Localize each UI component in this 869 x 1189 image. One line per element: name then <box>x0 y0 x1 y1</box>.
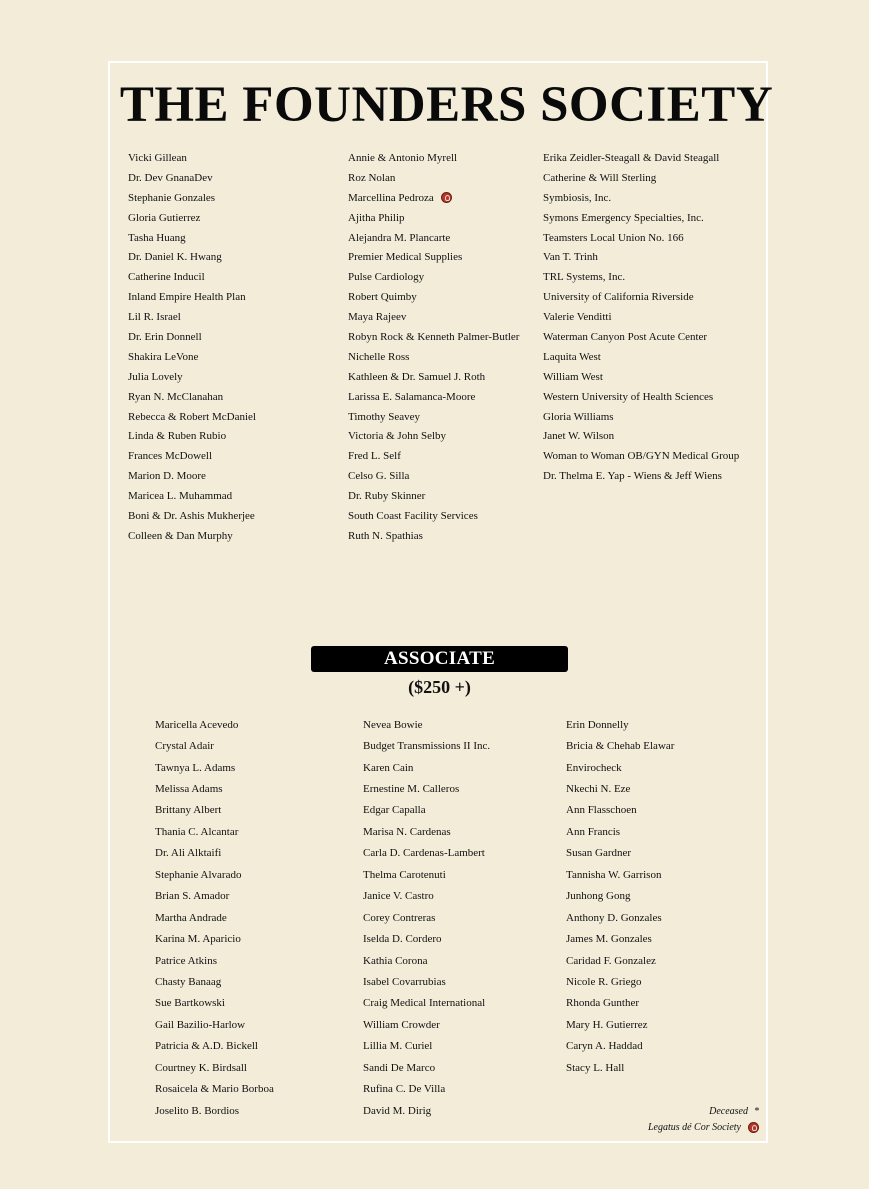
donor-name-text: James M. Gonzales <box>566 933 652 946</box>
donor-name-text: Ruth N. Spathias <box>348 529 423 542</box>
donor-name <box>566 778 674 799</box>
donor-name <box>363 714 490 735</box>
donor-name <box>543 267 739 287</box>
donor-name-text: Laquita West <box>543 350 601 363</box>
donor-name <box>566 950 674 971</box>
donor-name-text: Dr. Ali Alktaifi <box>155 847 222 860</box>
donor-name <box>155 1078 274 1099</box>
donor-name-text: Ann Flasschoen <box>566 804 637 817</box>
donor-name <box>128 208 256 228</box>
donor-name-text: Van T. Trinh <box>543 251 598 264</box>
donor-name-text: Joselito B. Bordios <box>155 1104 240 1117</box>
donor-name <box>128 367 256 387</box>
donor-name-text: Stephanie Gonzales <box>128 191 216 204</box>
donor-name <box>348 347 519 367</box>
legend-legatus-label: Legatus dé Cor Society <box>647 1122 741 1133</box>
donor-name-text: Dr. Erin Donnell <box>128 330 202 343</box>
donor-name <box>543 287 739 307</box>
donor-name-text: Western University of Health Sciences <box>543 390 714 403</box>
donor-name <box>348 287 519 307</box>
donor-name <box>543 208 739 228</box>
donor-name-text: Robert Quimby <box>348 291 417 304</box>
donor-name <box>155 843 274 864</box>
donor-name <box>155 757 274 778</box>
donor-name-text: Symons Emergency Specialties, Inc. <box>543 211 704 224</box>
donor-name-text: Frances McDowell <box>128 450 213 463</box>
donor-name-text: Melissa Adams <box>155 783 223 796</box>
donor-name <box>155 714 274 735</box>
donor-name <box>155 864 274 885</box>
donor-name-text: Waterman Canyon Post Acute Center <box>543 330 708 343</box>
donor-name <box>128 446 256 466</box>
donor-name <box>566 843 674 864</box>
donor-name <box>543 347 739 367</box>
donor-name <box>348 228 519 248</box>
donor-name-text: Celso G. Silla <box>348 470 410 483</box>
donor-name-text: Budget Transmissions II Inc. <box>363 740 491 753</box>
donor-name <box>566 993 674 1014</box>
donor-name-text: Gail Bazilio-Harlow <box>155 1018 246 1031</box>
donor-name <box>348 307 519 327</box>
donor-name <box>566 800 674 821</box>
donor-name <box>128 188 256 208</box>
donor-name <box>155 886 274 907</box>
donor-name <box>363 1078 490 1099</box>
donor-name <box>363 1057 490 1078</box>
donor-name-text: Iselda D. Cordero <box>363 933 442 946</box>
donor-name-text: Catherine & Will Sterling <box>543 171 657 184</box>
donor-name-text: Rebecca & Robert McDaniel <box>128 410 256 423</box>
donor-name <box>363 886 490 907</box>
donor-name-text: Brian S. Amador <box>155 890 230 903</box>
donor-name <box>543 188 739 208</box>
donor-name <box>155 1036 274 1057</box>
donor-name-text: William Crowder <box>363 1018 440 1031</box>
donor-name-text: Maricea L. Muhammad <box>128 490 233 503</box>
donor-name <box>155 993 274 1014</box>
donor-name-text: Nichelle Ross <box>348 350 410 363</box>
donor-name-text: Erika Zeidler-Steagall & David Steagall <box>543 151 720 164</box>
donor-name <box>543 148 739 168</box>
donor-name <box>566 735 674 756</box>
donor-name-text: Symbiosis, Inc. <box>543 191 612 204</box>
donor-name <box>128 247 256 267</box>
donor-name <box>543 228 739 248</box>
donor-name <box>363 864 490 885</box>
donor-name <box>348 407 519 427</box>
donor-name-text: Kathleen & Dr. Samuel J. Roth <box>348 370 486 383</box>
donor-name-text: South Coast Facility Services <box>348 509 478 522</box>
donor-name-text: Dr. Daniel K. Hwang <box>128 251 222 264</box>
donor-name-text: Craig Medical International <box>363 997 486 1010</box>
associate-amount: ($250 +) <box>408 677 471 697</box>
donor-name-text: Courtney K. Birdsall <box>155 1061 247 1074</box>
donor-name-text: Shakira LeVone <box>128 350 199 363</box>
donor-name <box>128 407 256 427</box>
donor-name-text: University of California Riverside <box>543 291 694 304</box>
donor-name <box>348 387 519 407</box>
associate-column-2 <box>363 714 490 1121</box>
donor-name-text: Anthony D. Gonzales <box>566 911 662 924</box>
donor-name-text: Inland Empire Health Plan <box>128 291 246 304</box>
donor-name-text: Martha Andrade <box>155 911 227 924</box>
donor-name <box>566 864 674 885</box>
donor-name <box>543 247 739 267</box>
donor-name <box>566 1036 674 1057</box>
legatus-seal-icon <box>748 1122 759 1133</box>
donor-name-text: Valerie Venditti <box>543 311 612 324</box>
donor-name <box>363 1100 490 1121</box>
deceased-mark: * <box>754 1106 759 1117</box>
donor-name-text: Lil R. Israel <box>128 311 181 324</box>
page-title: THE FOUNDERS SOCIETY <box>119 77 774 133</box>
legatus-seal-icon <box>441 192 452 203</box>
donor-name-text: Pulse Cardiology <box>348 271 425 284</box>
legend-legatus <box>648 1122 759 1133</box>
founders-column-2 <box>348 148 519 546</box>
donor-name <box>128 327 256 347</box>
donor-name-text: Boni & Dr. Ashis Mukherjee <box>128 509 255 522</box>
donor-name <box>543 168 739 188</box>
donor-name-text: Ann Francis <box>566 825 621 838</box>
donor-name-text: Caryn A. Haddad <box>566 1040 643 1053</box>
donor-name-text: Teamsters Local Union No. 166 <box>543 231 684 244</box>
donor-name-text: Gloria Gutierrez <box>128 211 201 224</box>
donor-name-text: Brittany Albert <box>155 804 222 817</box>
donor-name-text: Linda & Ruben Rubio <box>128 430 227 443</box>
donor-name-text: Stacy L. Hall <box>566 1061 625 1074</box>
donor-name <box>363 800 490 821</box>
donor-name <box>348 327 519 347</box>
donor-name-text: Robyn Rock & Kenneth Palmer-Butler <box>348 330 520 343</box>
donor-name <box>348 506 519 526</box>
donor-name-text: Thelma Carotenuti <box>363 868 446 881</box>
donor-name-text: Colleen & Dan Murphy <box>128 529 233 542</box>
donor-name <box>128 307 256 327</box>
donor-name-text: TRL Systems, Inc. <box>543 271 626 284</box>
donor-name-text: Bricia & Chehab Elawar <box>566 740 675 753</box>
donor-name <box>363 907 490 928</box>
donor-name <box>566 1057 674 1078</box>
donor-name <box>543 327 739 347</box>
donor-name-text: Ajitha Philip <box>348 211 405 224</box>
donor-name-text: Marcellina Pedroza <box>348 191 434 204</box>
donor-name <box>348 148 519 168</box>
donor-name <box>348 267 519 287</box>
donor-name <box>566 928 674 949</box>
donor-name <box>348 188 519 208</box>
donor-name <box>155 950 274 971</box>
donor-name <box>155 778 274 799</box>
donor-name-text: Junhong Gong <box>566 890 631 903</box>
donor-name <box>128 148 256 168</box>
donor-name <box>128 426 256 446</box>
legend-deceased-label: Deceased <box>709 1106 748 1117</box>
donor-name <box>128 466 256 486</box>
founders-column-1 <box>128 148 256 546</box>
donor-name <box>155 971 274 992</box>
donor-name-text: Janice V. Castro <box>363 890 434 903</box>
donor-name-text: Gloria Williams <box>543 410 614 423</box>
donor-name-text: Premier Medical Supplies <box>348 251 463 264</box>
donor-name <box>566 1014 674 1035</box>
donor-name <box>363 1036 490 1057</box>
donor-name-text: Chasty Banaag <box>155 975 222 988</box>
donor-name <box>128 506 256 526</box>
donor-name <box>363 757 490 778</box>
donor-name-text: Julia Lovely <box>128 370 183 383</box>
donor-name <box>543 407 739 427</box>
donor-name-text: Corey Contreras <box>363 911 436 924</box>
donor-name-text: Catherine Inducil <box>128 271 205 284</box>
donor-name-text: Kathia Corona <box>363 954 428 967</box>
donor-name-text: Sandi De Marco <box>363 1061 436 1074</box>
donor-name-text: Thania C. Alcantar <box>155 825 239 838</box>
donor-name-text: Patricia & A.D. Bickell <box>155 1040 258 1053</box>
donor-name-text: Karen Cain <box>363 761 414 774</box>
donor-name <box>566 714 674 735</box>
donor-name <box>348 367 519 387</box>
donor-name-text: Dr. Ruby Skinner <box>348 490 426 503</box>
donor-name <box>155 735 274 756</box>
donor-name-text: Patrice Atkins <box>155 954 218 967</box>
donor-name-text: Stephanie Alvarado <box>155 868 242 881</box>
donor-name <box>155 928 274 949</box>
donor-name-text: Nkechi N. Eze <box>566 783 631 796</box>
associate-heading: ASSOCIATE <box>311 646 568 672</box>
donor-name <box>363 1014 490 1035</box>
donor-name <box>348 208 519 228</box>
associate-column-1 <box>155 714 274 1121</box>
donor-name <box>543 426 739 446</box>
donor-name <box>363 821 490 842</box>
donor-name-text: Fred L. Self <box>348 450 401 463</box>
donor-name-text: Larissa E. Salamanca-Moore <box>348 390 476 403</box>
donor-name <box>155 1057 274 1078</box>
donor-name <box>543 466 739 486</box>
donor-name-text: Tawnya L. Adams <box>155 761 236 774</box>
donor-name-text: Nevea Bowie <box>363 718 423 731</box>
donor-name-text: Carla D. Cardenas-Lambert <box>363 847 485 860</box>
donor-name <box>363 971 490 992</box>
donor-name <box>128 228 256 248</box>
donor-name-text: Marion D. Moore <box>128 470 206 483</box>
associate-column-3 <box>566 714 674 1078</box>
donor-name-text: Vicki Gillean <box>128 151 187 164</box>
donor-name <box>128 387 256 407</box>
donor-name-text: Dr. Thelma E. Yap - Wiens & Jeff Wiens <box>543 470 722 483</box>
donor-name-text: Mary H. Gutierrez <box>566 1018 648 1031</box>
donor-name-text: Maya Rajeev <box>348 311 407 324</box>
donor-name-text: David M. Dirig <box>363 1104 432 1117</box>
donor-name-text: Isabel Covarrubias <box>363 975 446 988</box>
donor-name-text: Janet W. Wilson <box>543 430 615 443</box>
donor-name <box>155 907 274 928</box>
donor-name-text: Nicole R. Griego <box>566 975 642 988</box>
donor-name-text: Susan Gardner <box>566 847 632 860</box>
donor-name <box>128 267 256 287</box>
donor-name-text: Ernestine M. Calleros <box>363 783 460 796</box>
donor-name <box>543 307 739 327</box>
donor-name <box>128 287 256 307</box>
donor-name-text: Lillia M. Curiel <box>363 1040 433 1053</box>
donor-name-text: Edgar Capalla <box>363 804 426 817</box>
donor-name-text: Marisa N. Cardenas <box>363 825 451 838</box>
donor-name-text: Alejandra M. Plancarte <box>348 231 451 244</box>
donor-name <box>128 526 256 546</box>
donor-name <box>566 757 674 778</box>
legend-deceased <box>709 1106 759 1117</box>
donor-name <box>348 486 519 506</box>
donor-name <box>348 526 519 546</box>
donor-name <box>566 886 674 907</box>
donor-name-text: Dr. Dev GnanaDev <box>128 171 213 184</box>
donor-name <box>155 821 274 842</box>
donor-name-text: Crystal Adair <box>155 740 214 753</box>
donor-name <box>543 367 739 387</box>
donor-name-text: Rhonda Gunther <box>566 997 640 1010</box>
donor-name <box>155 800 274 821</box>
donor-name-text: Erin Donnelly <box>566 718 629 731</box>
donor-name <box>566 971 674 992</box>
donor-name <box>348 446 519 466</box>
donor-name-text: Roz Nolan <box>348 171 396 184</box>
donor-name <box>348 466 519 486</box>
donor-name <box>363 993 490 1014</box>
donor-name <box>543 446 739 466</box>
donor-name <box>155 1014 274 1035</box>
donor-name-text: Annie & Antonio Myrell <box>348 151 458 164</box>
donor-name <box>363 735 490 756</box>
donor-name-text: Rosaicela & Mario Borboa <box>155 1083 274 1096</box>
donor-name <box>128 347 256 367</box>
donor-name-text: Victoria & John Selby <box>348 430 447 443</box>
donor-name-text: Rufina C. De Villa <box>363 1083 446 1096</box>
donor-name <box>128 168 256 188</box>
donor-name <box>363 928 490 949</box>
donor-name-text: Tannisha W. Garrison <box>566 868 662 881</box>
donor-name-text: Ryan N. McClanahan <box>128 390 224 403</box>
donor-name <box>155 1100 274 1121</box>
donor-name-text: Maricella Acevedo <box>155 718 239 731</box>
donor-name <box>363 843 490 864</box>
donor-name-text: Caridad F. Gonzalez <box>566 954 656 967</box>
donor-name-text: Sue Bartkowski <box>155 997 225 1010</box>
donor-name <box>566 821 674 842</box>
donor-name-text: Envirocheck <box>566 761 622 774</box>
donor-name <box>348 426 519 446</box>
donor-name <box>128 486 256 506</box>
donor-name <box>363 950 490 971</box>
founders-column-3 <box>543 148 739 486</box>
donor-name <box>348 168 519 188</box>
donor-name <box>348 247 519 267</box>
donor-name-text: Karina M. Aparicio <box>155 933 241 946</box>
donor-name <box>543 387 739 407</box>
donor-name-text: Timothy Seavey <box>348 410 421 423</box>
donor-name <box>363 778 490 799</box>
donor-name-text: William West <box>543 370 603 383</box>
donor-name-text: Tasha Huang <box>128 231 186 244</box>
donor-name <box>566 907 674 928</box>
donor-name-text: Woman to Woman OB/GYN Medical Group <box>543 450 740 463</box>
